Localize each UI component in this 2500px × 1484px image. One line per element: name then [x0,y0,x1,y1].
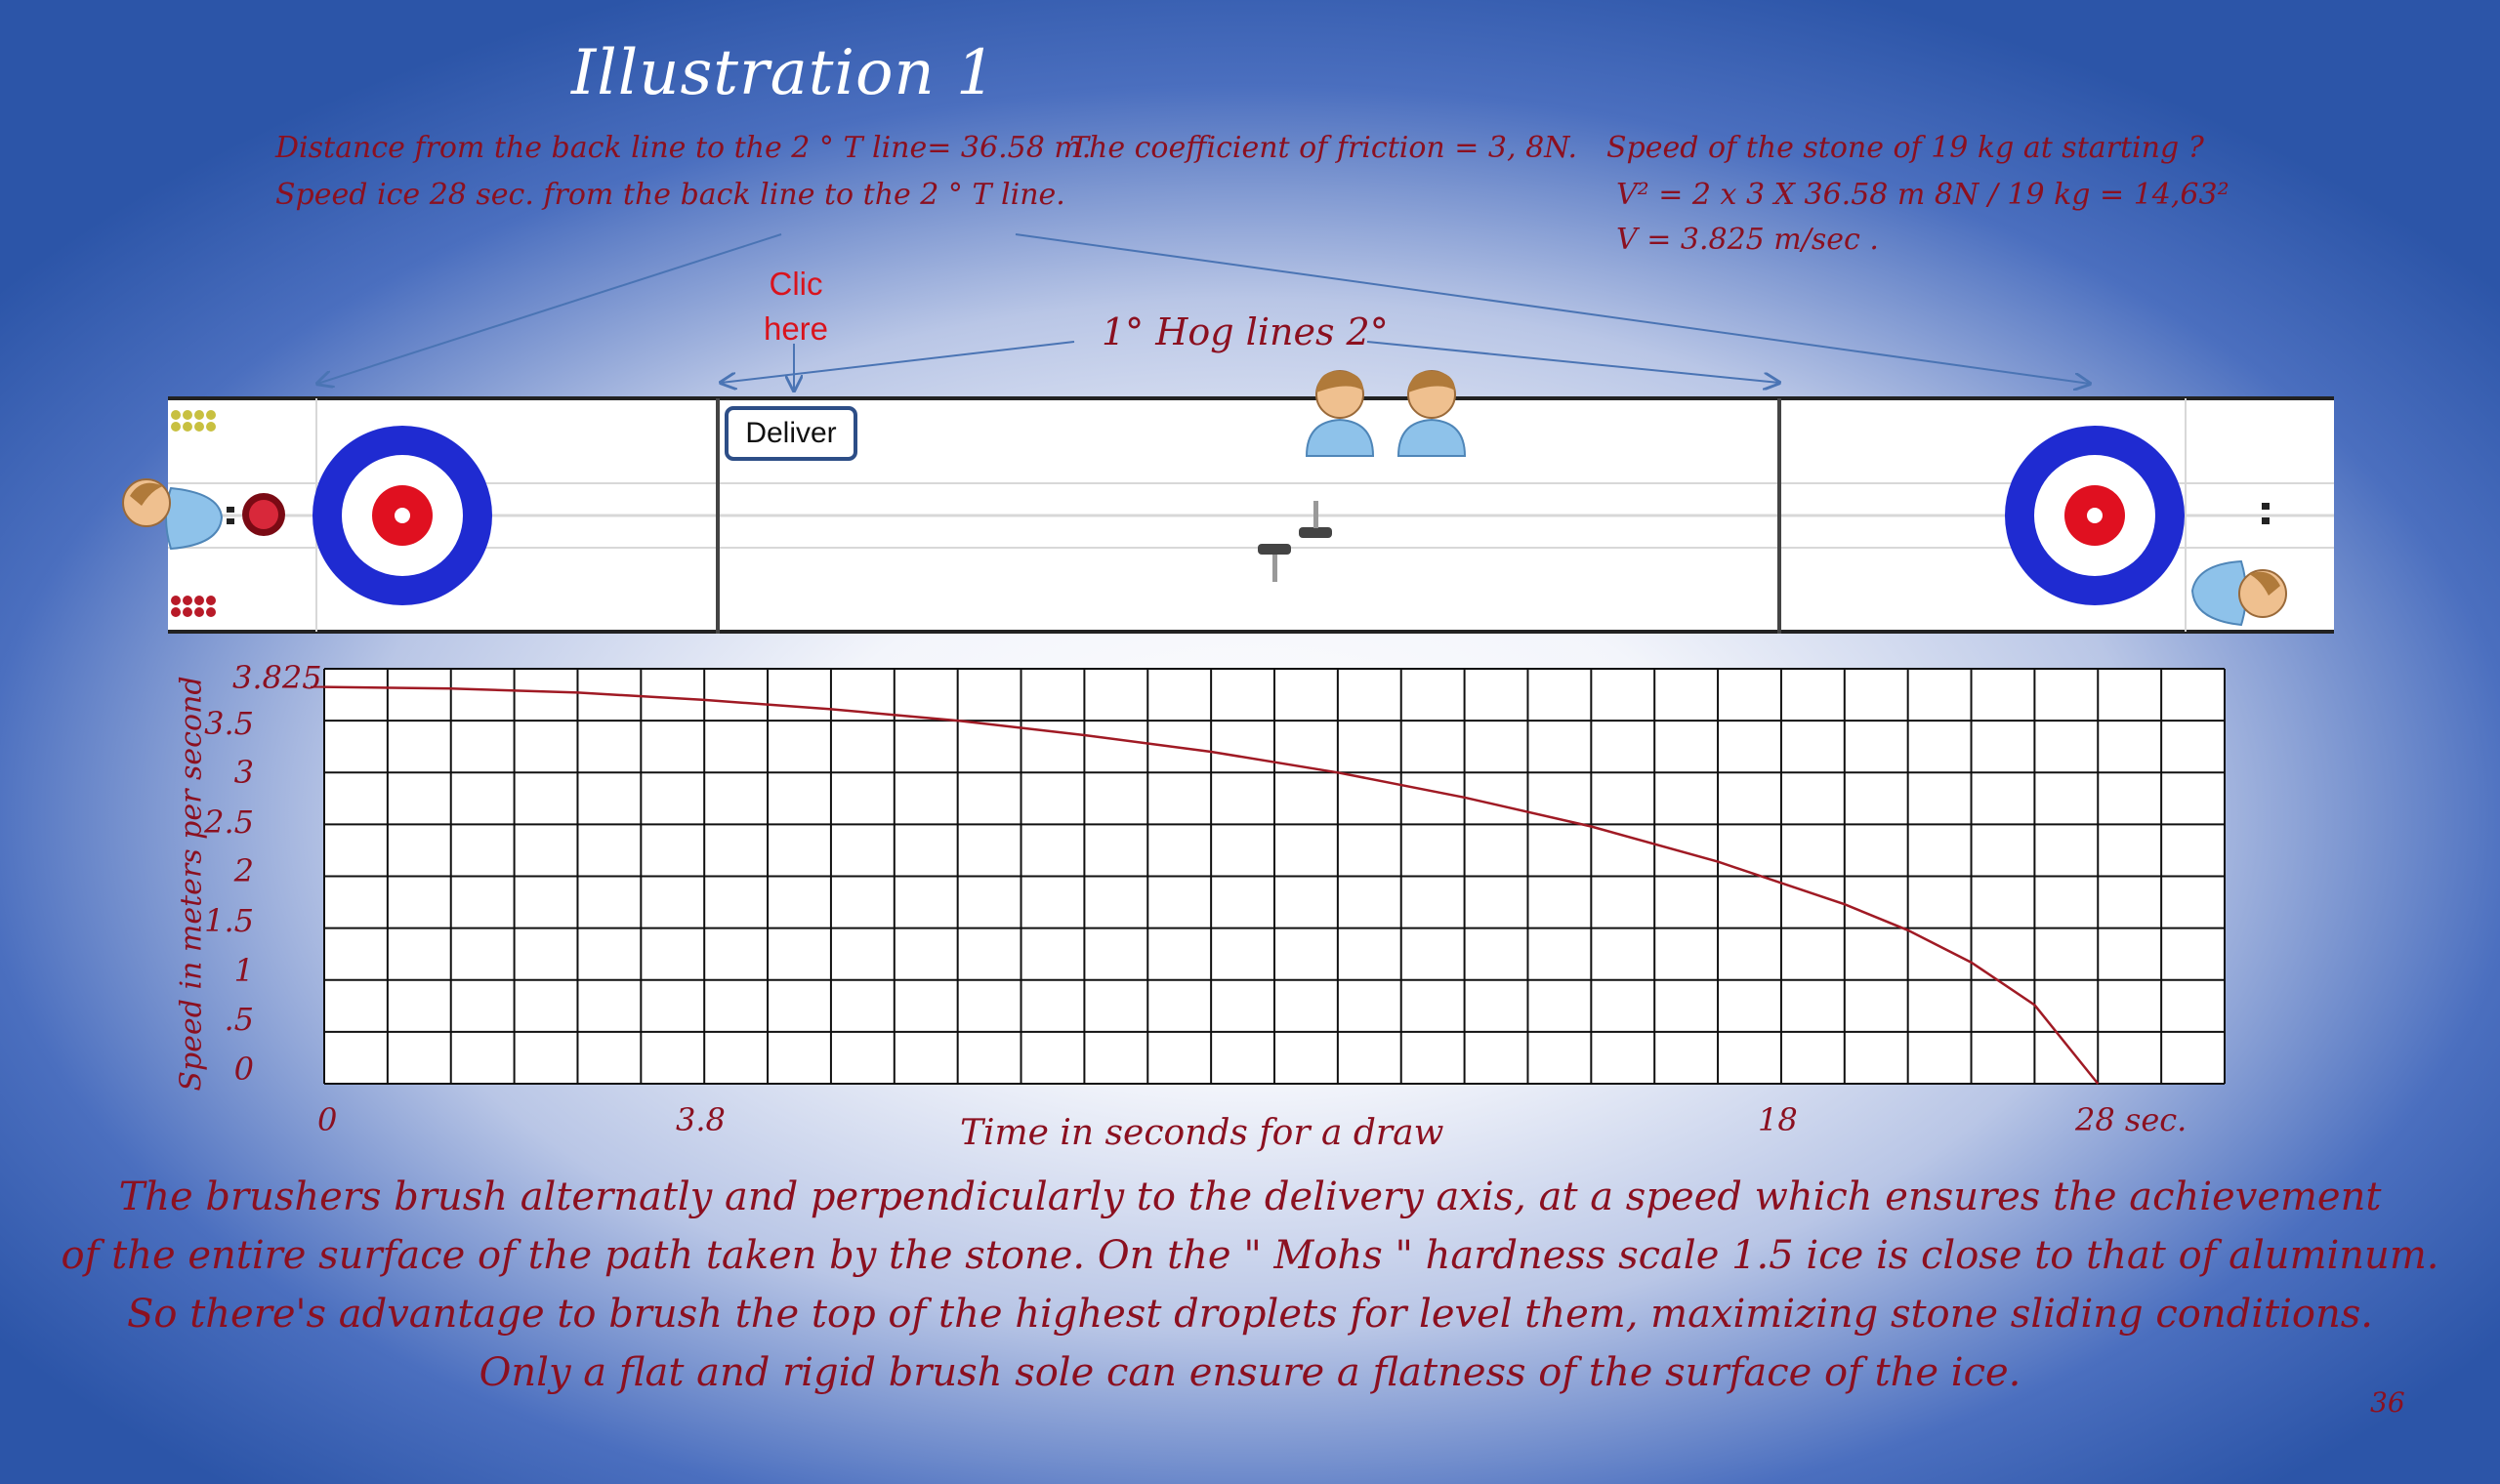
illustration-title: Illustration 1 [571,37,997,109]
y-tick-label: 3 [233,754,254,791]
friction-text: The coefficient of friction = 3, 8N. [1069,131,1578,165]
formula-text: V² = 2 x 3 X 36.58 m 8N / 19 kg = 14,63² [1616,178,2229,212]
y-tick-label: 3.825 [232,659,322,696]
paragraph-line-2: of the entire surface of the path taken by the stone. On the " Mohs " hardness scale 1.5 ice is close to that of aluminum. [61,1233,2439,1278]
y-tick-label: 2 [233,852,254,889]
x-tick-label: 28 sec. [2075,1101,2188,1138]
x-tick-label: 0 [317,1101,338,1138]
page-number: 36 [2370,1386,2405,1419]
x-tick-label: 3.8 [676,1101,726,1138]
result-text: V = 3.825 m/sec . [1616,223,1879,257]
paragraph-line-4: Only a flat and rigid brush sole can ensure a flatness of the surface of the ice. [479,1350,2021,1395]
speed-ice-text: Speed ice 28 sec. from the back line to the 2 ° T line. [275,178,1065,212]
hog-lines-label: 1° Hog lines 2° [1102,310,1389,353]
x-axis-label: Time in seconds for a draw [960,1113,1444,1153]
y-tick-label: 1.5 [204,902,254,939]
here-text: here [763,310,829,347]
clic-text: Clic [769,266,823,302]
y-tick-label: 1 [233,952,254,989]
y-axis-label: Speed in meters per second [174,676,209,1092]
paragraph-line-1: The brushers brush alternatly and perpendicularly to the delivery axis, at a speed which ensures the achievement [118,1175,2382,1219]
y-tick-label: 2.5 [204,804,254,841]
speed-question-text: Speed of the stone of 19 kg at starting ? [1606,131,2204,165]
x-tick-label: 18 [1758,1101,1798,1138]
paragraph-line-3: So there's advantage to brush the top of the highest droplets for level them, maximizing stone sliding conditions. [127,1292,2373,1337]
deliver-button[interactable]: Deliver [725,406,857,461]
y-tick-label: 0 [233,1051,254,1088]
y-tick-label: 3.5 [204,705,254,742]
distance-text: Distance from the back line to the 2 ° T line= 36.58 m. [275,131,1092,165]
y-tick-label: .5 [224,1001,254,1038]
